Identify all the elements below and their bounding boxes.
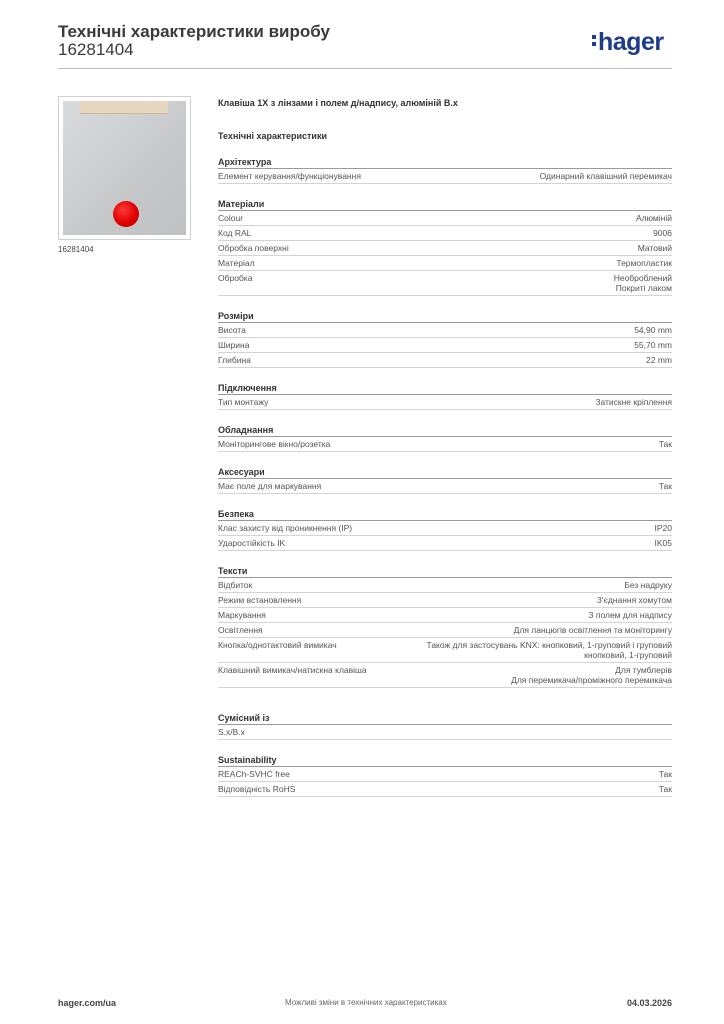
spec-value: З полем для надпису (588, 610, 672, 620)
spec-label: Матеріал (218, 258, 255, 268)
spec-value: Без надруку (624, 580, 672, 590)
section-title: Безпека (218, 508, 672, 521)
spec-section (218, 508, 672, 551)
spec-label: Тип монтажу (218, 397, 269, 407)
logo-text: hager (598, 28, 664, 56)
label-field (80, 101, 168, 114)
spec-value: Затискне кріплення (595, 397, 672, 407)
spec-row (218, 608, 672, 623)
section-title: Архітектура (218, 156, 672, 169)
spec-row (218, 271, 672, 296)
spec-label: Глибина (218, 355, 251, 365)
spec-label: Клавішний вимикач/натискна клавіша (218, 665, 367, 675)
spec-sections (218, 156, 672, 797)
tech-heading: Технічні характеристики (218, 131, 327, 141)
spec-value: Так (658, 481, 672, 491)
spec-section (218, 565, 672, 688)
spec-row (218, 211, 672, 226)
spec-row (218, 638, 672, 663)
section-title: Сумісний із (218, 712, 672, 725)
spec-row (218, 663, 672, 688)
spec-row (218, 782, 672, 797)
section-title: Розміри (218, 310, 672, 323)
spec-section (218, 424, 672, 452)
spec-row (218, 593, 672, 608)
spec-label: Кнопка/однотактовий вимикач (218, 640, 337, 650)
spec-label: Режим встановлення (218, 595, 302, 605)
spec-label: Код RAL (218, 228, 252, 238)
spec-label: Освітлення (218, 625, 263, 635)
spec-label: Відповідність RoHS (218, 784, 296, 794)
section-title: Аксесуари (218, 466, 672, 479)
spec-value: Так (658, 784, 672, 794)
red-lens-icon (113, 201, 139, 227)
spec-row (218, 536, 672, 551)
spec-label: Colour (218, 213, 244, 223)
spec-label: Ударостійкість IK (218, 538, 286, 548)
spec-label: S.x/B.x (218, 727, 245, 737)
spec-label: Має поле для маркування (218, 481, 322, 491)
spec-label: Ширина (218, 340, 250, 350)
spec-value: 55,70 mm (634, 340, 672, 350)
spec-value: 54,90 mm (634, 325, 672, 335)
spec-label: Маркування (218, 610, 266, 620)
product-image (58, 96, 191, 240)
spec-row (218, 241, 672, 256)
footer-disclaimer: Можливі зміни в технічних характеристиках (285, 998, 447, 1007)
section-title: Тексти (218, 565, 672, 578)
section-title: Sustainability (218, 754, 672, 767)
spec-value: 22 mm (646, 355, 672, 365)
spec-section (218, 754, 672, 797)
product-code: 16281404 (58, 40, 134, 59)
spec-row (218, 437, 672, 452)
spec-label: REACh-SVHC free (218, 769, 290, 779)
spec-value: Алюміній (636, 213, 672, 223)
spec-section (218, 198, 672, 296)
hager-logo[interactable] (592, 28, 664, 57)
spec-value: Для тумблерів Для перемикача/проміжного перемикача (511, 665, 672, 685)
spec-label: Моніторингове вікно/розетка (218, 439, 331, 449)
image-caption: 16281404 (58, 245, 94, 254)
spec-label: Елемент керування/функціонування (218, 171, 361, 181)
spec-row (218, 169, 672, 184)
spec-label: Обробка (218, 273, 253, 283)
spec-value: Так (658, 439, 672, 449)
spec-value: Необроблений Покриті лаком (613, 273, 672, 293)
spec-row (218, 353, 672, 368)
spec-row (218, 767, 672, 782)
logo-colon-icon (592, 32, 596, 49)
footer-website-link[interactable]: hager.com/ua (58, 998, 117, 1008)
spec-row (218, 479, 672, 494)
spec-section (218, 382, 672, 410)
header-divider (58, 68, 672, 69)
section-title: Матеріали (218, 198, 672, 211)
spec-row (218, 226, 672, 241)
spec-label: Відбиток (218, 580, 253, 590)
spec-content (218, 96, 672, 797)
spec-row (218, 323, 672, 338)
spec-row (218, 578, 672, 593)
rocker-plate (63, 101, 186, 235)
spec-label: Клас захисту від проникнення (IP) (218, 523, 353, 533)
spec-row (218, 338, 672, 353)
spec-value: Також для застосувань KNX: кнопковий, 1-груповий і груповий кнопковий, 1-груповий (426, 640, 672, 660)
spec-value: Для ланцюгів освітлення та моніторингу (513, 625, 672, 635)
spec-section (218, 310, 672, 368)
spec-value: З'єднання хомутом (596, 595, 672, 605)
spec-section (218, 156, 672, 184)
spec-value: IK05 (654, 538, 672, 548)
footer-date: 04.03.2026 (626, 998, 672, 1008)
spec-value: Так (658, 769, 672, 779)
spec-section (218, 466, 672, 494)
spec-row (218, 256, 672, 271)
spec-label: Обробка поверхні (218, 243, 289, 253)
spec-row (218, 623, 672, 638)
spec-row (218, 395, 672, 410)
spec-value: Матовий (637, 243, 672, 253)
spec-value: Одинарний клавішний перемикач (539, 171, 672, 181)
spec-value: Термопластик (616, 258, 672, 268)
spec-row (218, 725, 672, 740)
spec-label: Висота (218, 325, 246, 335)
section-title: Підключення (218, 382, 672, 395)
spec-value: IP20 (654, 523, 672, 533)
spec-section (218, 712, 672, 740)
section-title: Обладнання (218, 424, 672, 437)
spec-value: 9006 (653, 228, 672, 238)
document-title: Технічні характеристики виробу (58, 22, 330, 41)
spec-row (218, 521, 672, 536)
product-title: Клавіша 1X з лінзами і полем д/надпису, алюміній B.x (218, 98, 458, 108)
